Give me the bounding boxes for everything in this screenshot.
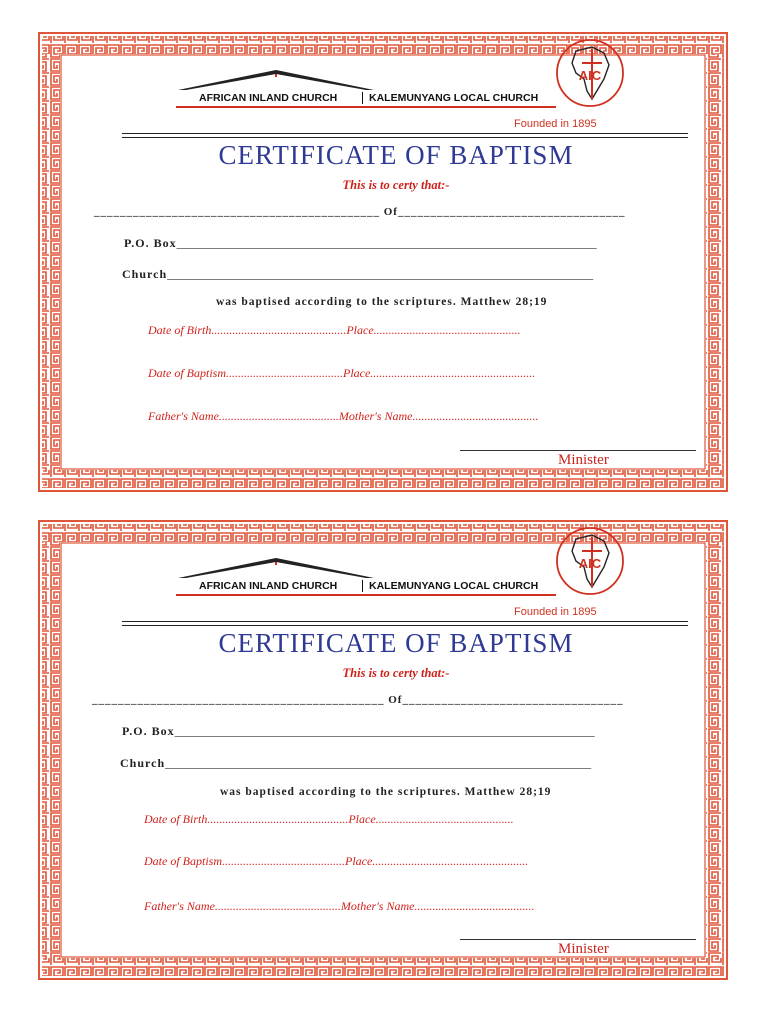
pobox-label: P.O. Box [122,724,175,738]
date-of-birth-line: Date of Birth.............................................Place................................................. [148,323,521,337]
church-name: AFRICAN INLAND CHURCH [199,580,338,592]
founded-label: Founded in 1895 [514,606,597,618]
pobox-field [124,236,597,251]
founded-label: Founded in 1895 [514,118,597,130]
certificate-title: CERTIFICATE OF BAPTISM [218,628,574,658]
certificate-2 [36,518,730,982]
church-label: Church [120,756,166,770]
church-name-band [181,578,551,594]
baptised-statement: was baptised according to the scriptures. Matthew 28;19 [216,296,548,308]
aic-logo-icon [554,521,626,597]
church-name-band [181,90,551,106]
pobox-label: P.O. Box [124,236,177,250]
svg-text:AIC: AIC [578,68,602,83]
name-of-field: ____________________________________________ Of___________________________________ [94,206,626,218]
svg-text:AIC: AIC [578,556,602,571]
date-of-birth-line: Date of Birth...............................................Place.............................................. [144,812,514,826]
local-church-name: KALEMUNYANG LOCAL CHURCH [369,580,539,592]
pobox-blank: ______________________________________________________________________ [176,236,597,250]
minister-label: Minister [558,941,609,957]
certificate-subtitle: This is to certy that:- [342,666,450,680]
baptised-statement: was baptised according to the scriptures. Matthew 28;19 [220,786,552,798]
church-name: AFRICAN INLAND CHURCH [199,92,338,104]
minister-signature-line [460,939,696,940]
parents-names-line: Father's Name........................................Mother's Name.......................................... [148,409,539,423]
church-blank: _______________________________________________________________________ [167,267,594,281]
church-roof-icon [176,66,376,92]
church-field [120,756,591,771]
church-roof-icon [176,554,376,580]
band-divider [362,92,363,104]
local-church-name: KALEMUNYANG LOCAL CHURCH [369,92,539,104]
certificate-1 [36,30,730,494]
header-rule-bottom [122,625,688,626]
parents-names-line: Father's Name..........................................Mother's Name........................................ [144,899,535,913]
church-blank: _______________________________________________________________________ [165,756,592,770]
date-of-baptism-line: Date of Baptism.........................................Place.................................................... [144,854,529,868]
header-rule-bottom [122,137,688,138]
pobox-field [122,724,595,739]
church-field [122,267,593,282]
church-label: Church [122,267,168,281]
certificate-subtitle: This is to certy that:- [342,178,450,192]
date-of-baptism-line: Date of Baptism.......................................Place....................................................... [148,366,536,380]
band-underline [176,594,556,596]
header-rule-top [122,621,688,622]
band-underline [176,106,556,108]
certificate-title: CERTIFICATE OF BAPTISM [218,140,574,170]
minister-signature-line [460,450,696,451]
name-of-field: _____________________________________________ Of__________________________________ [92,694,624,706]
pobox-blank: ______________________________________________________________________ [174,724,595,738]
band-divider [362,580,363,592]
minister-label: Minister [558,452,609,468]
header-rule-top [122,133,688,134]
aic-logo-icon [554,33,626,109]
